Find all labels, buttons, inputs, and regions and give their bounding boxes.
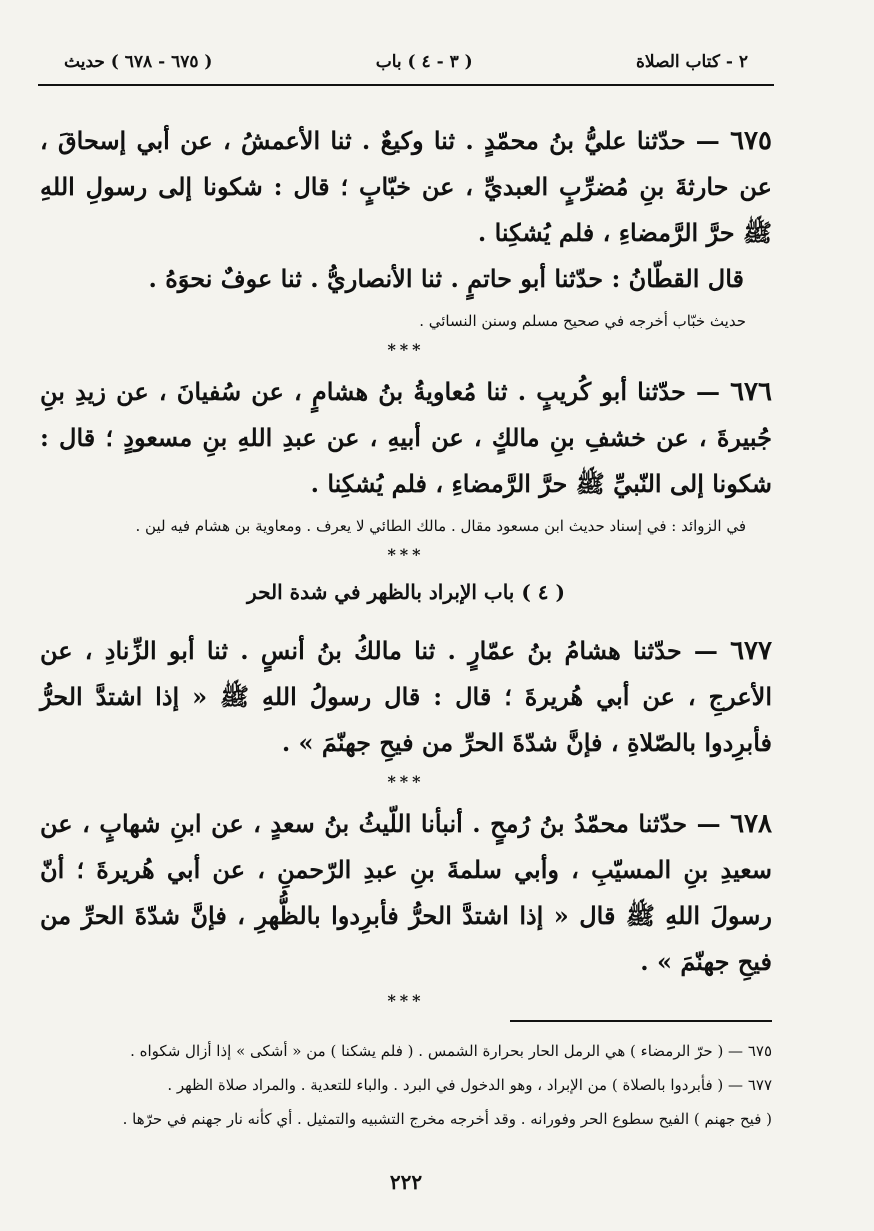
separator-stars: *** <box>387 340 425 359</box>
main-text <box>38 118 774 1136</box>
hadith-number: ٦٧٧ <box>730 636 772 666</box>
footnote-677-cont: ( فيح جهنم ) الفيح سطوع الحر وفورانه . وقد أخرجه مخرج التشبيه والتمثيل . أي كأنه نار جهنم في حرّها . <box>122 1110 772 1128</box>
hadith-676 <box>40 369 772 507</box>
hadith-number: ٦٧٦ <box>730 377 772 407</box>
footnote-677: ٦٧٧ — ( فأبردوا بالصلاة ) من الإبراد ، وهو الدخول في البرد . والباء للتعدية . والمراد صلاة الظهر . <box>167 1076 772 1094</box>
header-chapter-range: ( ٣ - ٤ ) باب <box>375 52 473 72</box>
header-book-title: ٢ - كتاب الصلاة <box>635 52 748 72</box>
hadith-number: ٦٧٥ <box>730 126 772 156</box>
hadith-note: في الزوائد : في إسناد حديث ابن مسعود مقال . مالك الطائي لا يعرف . ومعاوية بن هشام فيه لين . <box>135 517 746 535</box>
hadith-text: — حدّثنا عليُّ بنُ محمّدٍ . ثنا وكيعٌ . ثنا الأعمشُ ، عن أبي إسحاقَ ، عن حارثةَ بنِ مُضرِّبٍ العبديِّ ، عن خبّابٍ ؛ قال : شكونا إلى رسولِ اللهِ ﷺ حرَّ الرَّمضاءِ ، فلم يُشكِنا . <box>40 126 772 247</box>
page-number: ٢٢٢ <box>389 1170 423 1194</box>
hadith-text: — حدّثنا هشامُ بنُ عمّارٍ . ثنا مالكُ بنُ أنسٍ . ثنا أبو الزِّنادِ ، عن الأعرجِ ، عن أبي هُريرةَ ؛ قال : قال رسولُ اللهِ ﷺ « إذا اشتدَّ الحرُّ فأبرِدوا بالصّلاةِ ، فإنَّ شدّةَ الحرِّ من فيحِ جهنّمَ » . <box>40 636 772 757</box>
separator-stars: *** <box>387 772 425 791</box>
hadith-number: ٦٧٨ <box>730 809 772 839</box>
running-header <box>38 40 774 86</box>
chapter-heading: ( ٤ ) باب الإبراد بالظهر في شدة الحر <box>247 580 565 604</box>
hadith-note: حديث خبّاب أخرجه في صحيح مسلم وسنن النسائي . <box>419 312 746 330</box>
hadith-675 <box>40 118 772 302</box>
hadith-text: — حدّثنا أبو كُريبٍ . ثنا مُعاويةُ بنُ هشامٍ ، عن سُفيانَ ، عن زيدِ بنِ جُبيرةَ ، عن خشفِ بنِ مالكٍ ، عن أبيهِ ، عن عبدِ اللهِ بنِ مسعودٍ ؛ قال : شكونا إلى النّبيِّ ﷺ حرَّ الرَّمضاءِ ، فلم يُشكِنا . <box>40 377 772 498</box>
footnote-675: ٦٧٥ — ( حرّ الرمضاء ) هي الرمل الحار بحرارة الشمس . ( فلم يشكنا ) من « أشكى » إذا أزال شكواه . <box>130 1042 772 1060</box>
header-hadith-range: ( ٦٧٥ - ٦٧٨ ) حديث <box>64 52 213 72</box>
hadith-continuation: قال القطّانُ : حدّثنا أبو حاتمٍ . ثنا الأنصاريُّ . ثنا عوفٌ نحوَهُ . <box>148 264 744 293</box>
hadith-677 <box>40 628 772 766</box>
book-page <box>38 40 774 1200</box>
separator-stars: *** <box>387 545 425 564</box>
hadith-678 <box>40 801 772 985</box>
separator-stars: *** <box>387 991 425 1010</box>
footnote-rule <box>510 1020 772 1022</box>
hadith-text: — حدّثنا محمّدُ بنُ رُمحٍ . أنبأنا اللّيثُ بنُ سعدٍ ، عن ابنِ شهابٍ ، عن سعيدِ بنِ المسيّبِ ، وأبي سلمةَ بنِ عبدِ الرّحمنِ ، عن أبي هُريرةَ ؛ أنّ رسولَ اللهِ ﷺ قال « إذا اشتدَّ الحرُّ فأبرِدوا بالظُّهرِ ، فإنَّ شدّةَ الحرِّ من فيحِ جهنّمَ » . <box>40 809 772 976</box>
